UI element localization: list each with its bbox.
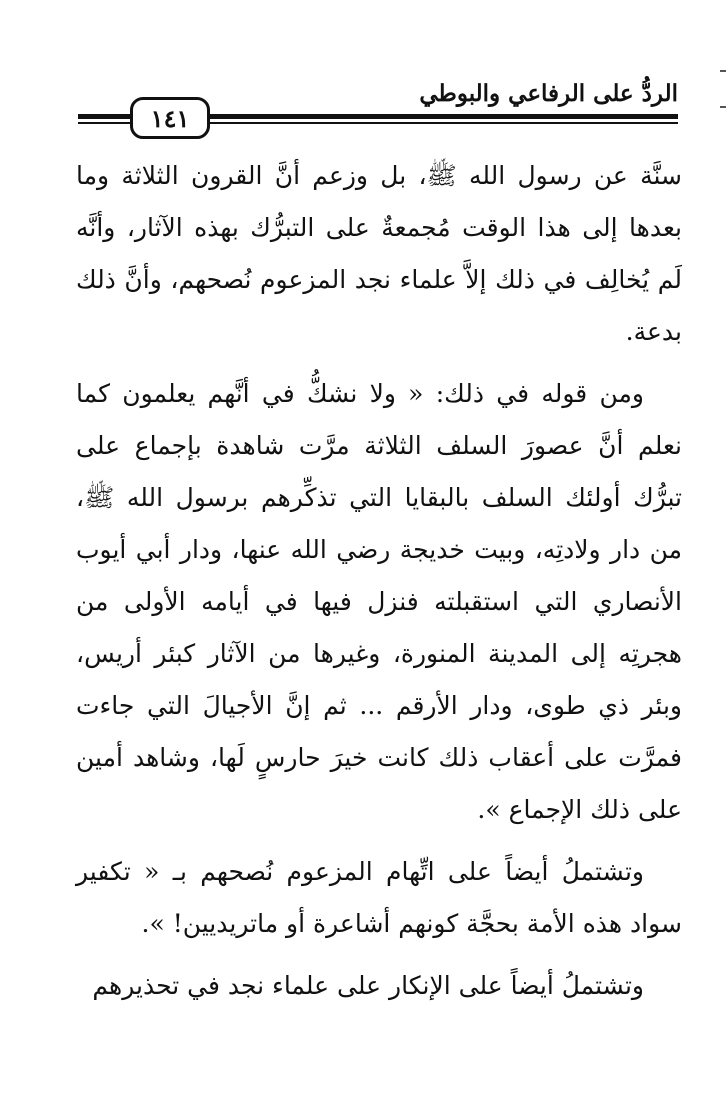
- paragraph: وتشتملُ أيضاً على اتِّهام المزعوم نُصحهم بـ « تكفير سواد هذه الأمة بحجَّة كونهم أشاعرة أو ماتريديين! ».: [76, 857, 682, 938]
- paragraph: ومن قوله في ذلك: « ولا نشكُّ في أنَّهم يعلمون كما نعلم أنَّ عصورَ السلف الثلاثة مرَّت شاهدة بإجماع على تبرُّك أولئك السلف بالبقايا التي تذكِّرهم برسول الله ﷺ، من دار ولادتِه، وبيت خديجة رضي الله عنها، ودار أبي أيوب الأنصاري التي استقبلته فنزل فيها في أيامه الأولى من هجرتِه إلى المدينة المنورة، وغيرها من الآثار كبئر أريس، وبئر ذي طوى، ودار الأرقم ... ثم إنَّ الأجيالَ التي جاءت فمرَّت على أعقاب ذلك كانت خيرَ حارسٍ لَها، وشاهد أمين على ذلك الإجماع ».: [76, 379, 682, 824]
- paragraph: وتشتملُ أيضاً على الإنكار على علماء نجد في تحذيرهم: [92, 971, 644, 1000]
- scan-edge-mark: [720, 70, 726, 72]
- page-header: [78, 70, 678, 150]
- page-number: ١٤١: [130, 97, 210, 139]
- running-title: الردُّ على الرفاعي والبوطي: [419, 80, 678, 107]
- scan-edge-mark: [720, 106, 726, 108]
- paragraph: سنَّة عن رسول الله ﷺ، بل وزعم أنَّ القرون الثلاثة وما بعدها إلى هذا الوقت مُجمعةٌ على التبرُّك بهذه الآثار، وأنَّه لَم يُخالِف في ذلك إلاَّ علماء نجد المزعوم نُصحهم، وأنَّ ذلك بدعة.: [76, 161, 682, 346]
- page-body: [76, 150, 682, 1022]
